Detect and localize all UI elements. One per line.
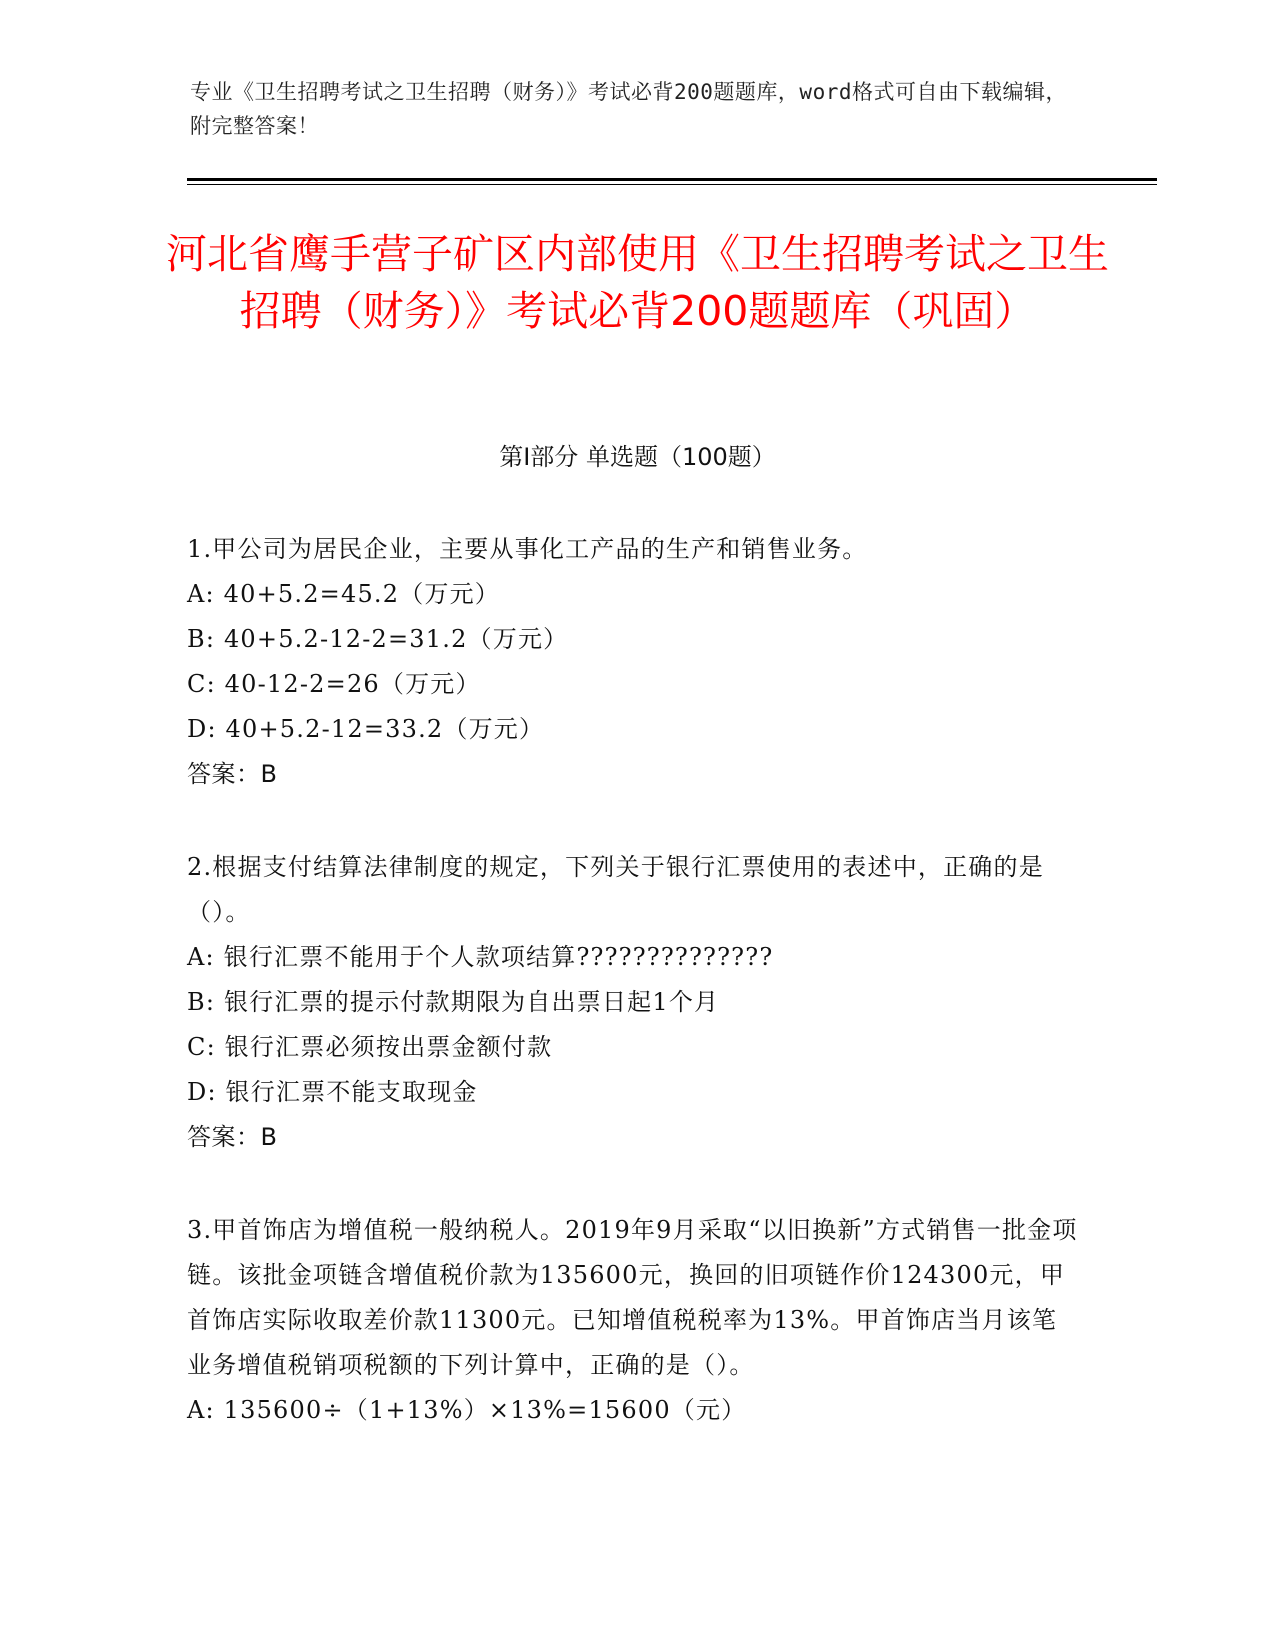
option-a: A: 40+5.2=45.2（万元）: [187, 580, 501, 608]
option-a: A: 银行汇票不能用于个人款项结算??????????????: [187, 943, 774, 971]
answer: 答案：B: [187, 760, 278, 788]
option-c: C: 40-12-2=26（万元）: [187, 670, 481, 698]
header-note: 专业《卫生招聘考试之卫生招聘（财务）》考试必背200题题库，word格式可自由下载编辑，附完整答案！: [190, 80, 1067, 138]
option-a: A: 135600÷（1+13%）×13%=15600（元）: [187, 1396, 747, 1424]
question-stem: 3.甲首饰店为增值税一般纳税人。2019年9月采取“以旧换新”方式销售一批金项链。该批金项链含增值税价款为135600元，换回的旧项链作价124300元，甲首饰店实际收取差价款11300元。已知增值税税率为13%。甲首饰店当月该笔业务增值税销项税额的下列计算中，正确的是（）。: [187, 1216, 1078, 1379]
header-rule-thin: [187, 184, 1157, 185]
option-b: B: 银行汇票的提示付款期限为自出票日起1个月: [187, 988, 720, 1016]
option-c: C: 银行汇票必须按出票金额付款: [187, 1033, 553, 1061]
document-title: 河北省鹰手营子矿区内部使用《卫生招聘考试之卫生招聘（财务）》考试必背200题题库（巩固）: [166, 230, 1109, 335]
question-1: [187, 527, 1087, 797]
option-d: D: 银行汇票不能支取现金: [187, 1078, 478, 1106]
header-rule-thick: [187, 178, 1157, 181]
option-d: D: 40+5.2-12=33.2（万元）: [187, 715, 545, 743]
answer: 答案：B: [187, 1123, 278, 1151]
question-3: [187, 1208, 1087, 1433]
question-stem: 1.甲公司为居民企业，主要从事化工产品的生产和销售业务。: [187, 535, 868, 563]
question-stem: 2.根据支付结算法律制度的规定，下列关于银行汇票使用的表述中，正确的是（）。: [187, 853, 1044, 926]
question-2: [187, 845, 1087, 1160]
option-b: B: 40+5.2-12-2=31.2（万元）: [187, 625, 569, 653]
section-title: 第Ⅰ部分 单选题（100题）: [499, 443, 776, 471]
